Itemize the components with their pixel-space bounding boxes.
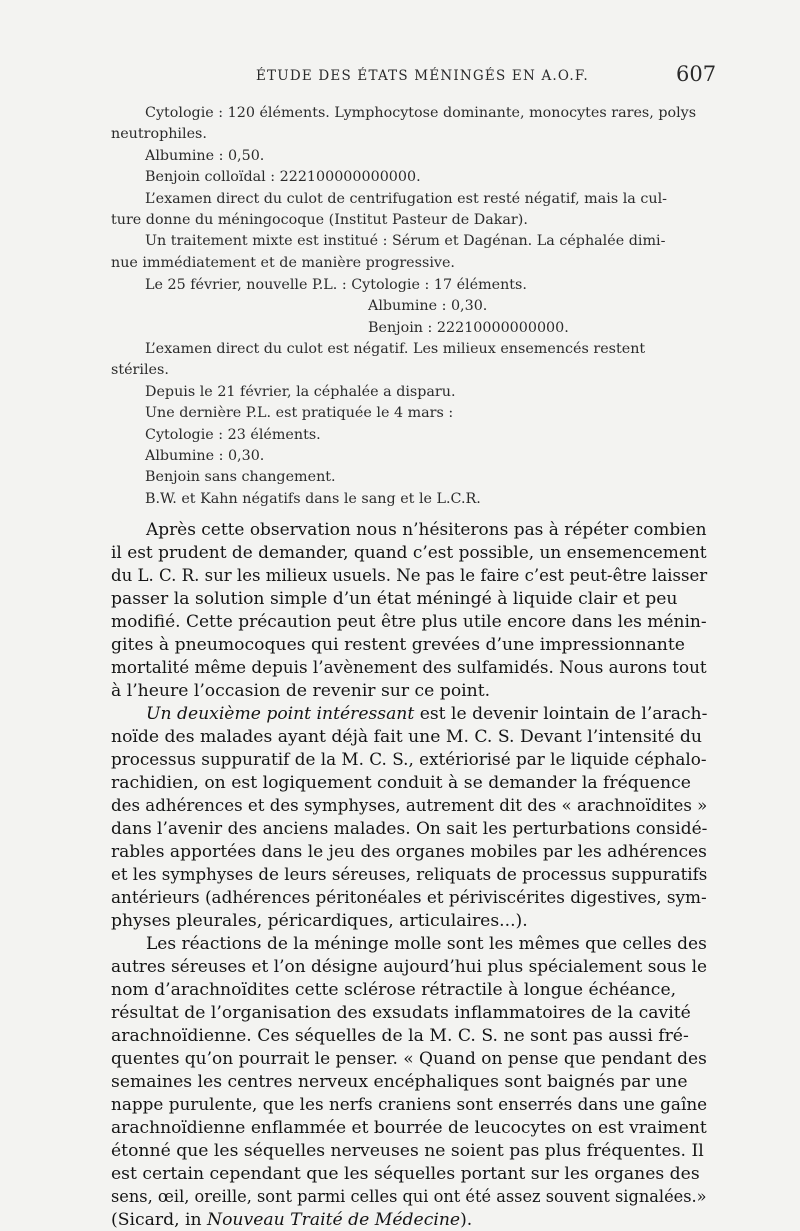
text-line: processus suppuratif de la M. C. S., extériorisé par le liquide céphalo-: [111, 750, 707, 770]
text-line: sens, œil, oreille, sont parmi celles qui ont été assez souvent signalées.»: [111, 1187, 707, 1207]
observation-line: neutrophiles.: [111, 126, 207, 142]
text-line: gites à pneumocoques qui restent grevées d’une impressionnante: [111, 635, 685, 655]
observation-line: Cytologie : 23 éléments.: [145, 427, 321, 443]
observation-line: Le 25 février, nouvelle P.L. : Cytologie : 17 éléments.: [145, 277, 527, 293]
text-line: [146, 704, 707, 725]
text-line: physes pleurales, péricardiques, articulaires...).: [111, 911, 528, 931]
text-line: du L. C. R. sur les milieux usuels. Ne pas le faire c’est peut-être laisser: [111, 566, 708, 586]
text-line: et les symphyses de leurs séreuses, reliquats de processus suppuratifs: [111, 865, 708, 885]
text-line: résultat de l’organisation des exsudats inflammatoires de la cavité: [111, 1003, 691, 1023]
text-line: mortalité même depuis l’avènement des sulfamidés. Nous aurons tout: [111, 658, 707, 678]
running-title: ÉTUDE DES ÉTATS MÉNINGÉS EN A.O.F.: [256, 68, 589, 84]
text-line: Les réactions de la méninge molle sont les mêmes que celles des: [146, 934, 707, 954]
observation-line: nue immédiatement et de manière progressive.: [111, 255, 455, 271]
text-span: ).: [460, 1210, 473, 1230]
observation-line: stériles.: [111, 362, 169, 378]
text-line: Après cette observation nous n’hésiterons pas à répéter combien: [146, 520, 707, 540]
text-line: étonné que les séquelles nerveuses ne soient pas plus fréquentes. Il: [111, 1141, 704, 1161]
text-line: est certain cependant que les séquelles portant sur les organes des: [111, 1164, 700, 1184]
observation-line: Benjoin colloïdal : 222100000000000.: [145, 169, 421, 185]
observation-line: Benjoin : 22210000000000.: [368, 320, 569, 336]
observation-line: L’examen direct du culot de centrifugation est resté négatif, mais la cul-: [145, 191, 667, 207]
text-span: (Sicard, in: [111, 1210, 208, 1230]
page-number: 607: [676, 62, 717, 86]
text-line: passer la solution simple d’un état méningé à liquide clair et peu: [111, 589, 678, 609]
observation-line: Benjoin sans changement.: [145, 469, 336, 485]
text-line: nom d’arachnoïdites cette sclérose rétractile à longue échéance,: [111, 980, 677, 1000]
text-line: rables apportées dans le jeu des organes mobiles par les adhérences: [111, 842, 707, 862]
italic-phrase: Un deuxième point intéressant: [146, 704, 415, 724]
observation-line: Une dernière P.L. est pratiquée le 4 mars :: [145, 405, 454, 421]
text-line: des adhérences et des symphyses, autrement dit des « arachnoïdites »: [111, 796, 708, 816]
text-line: il est prudent de demander, quand c’est possible, un ensemencement: [111, 543, 707, 563]
text-line: noïde des malades ayant déjà fait une M. C. S. Devant l’intensité du: [111, 727, 702, 747]
text-line: nappe purulente, que les nerfs craniens sont enserrés dans une gaîne: [111, 1095, 708, 1115]
text-line: modifié. Cette précaution peut être plus utile encore dans les ménin-: [111, 612, 707, 632]
observation-line: L’examen direct du culot est négatif. Les milieux ensemencés restent: [145, 341, 646, 357]
text-line: quentes qu’on pourrait le penser. « Quand on pense que pendant des: [111, 1049, 707, 1069]
text-line: dans l’avenir des anciens malades. On sait les perturbations considé-: [111, 819, 708, 839]
text-line: arachnoïdienne. Ces séquelles de la M. C. S. ne sont pas aussi fré-: [111, 1026, 689, 1046]
observation-line: Albumine : 0,30.: [368, 298, 488, 314]
observation-line: ture donne du méningocoque (Institut Pasteur de Dakar).: [111, 212, 528, 228]
observation-line: Un traitement mixte est institué : Sérum et Dagénan. La céphalée dimi-: [145, 233, 666, 249]
text-line: [111, 1210, 472, 1231]
text-span: est le devenir lointain de l’arach-: [414, 704, 708, 724]
observation-line: B.W. et Kahn négatifs dans le sang et le L.C.R.: [145, 491, 481, 507]
page-header: [0, 62, 800, 92]
italic-book-title: Nouveau Traité de Médecine: [207, 1210, 461, 1230]
text-line: antérieurs (adhérences péritonéales et périviscérites digestives, sym-: [111, 888, 707, 908]
observation-line: Albumine : 0,50.: [145, 148, 265, 164]
observation-line: Cytologie : 120 éléments. Lymphocytose dominante, monocytes rares, polys: [145, 105, 697, 121]
text-line: autres séreuses et l’on désigne aujourd’hui plus spécialement sous le: [111, 957, 708, 977]
text-line: arachnoïdienne enflammée et bourrée de leucocytes on est vraiment: [111, 1118, 707, 1138]
observation-line: Albumine : 0,30.: [145, 448, 265, 464]
observation-line: Depuis le 21 février, la céphalée a disparu.: [145, 384, 456, 400]
text-line: à l’heure l’occasion de revenir sur ce point.: [111, 681, 491, 701]
text-line: semaines les centres nerveux encéphaliques sont baignés par une: [111, 1072, 688, 1092]
text-line: rachidien, on est logiquement conduit à se demander la fréquence: [111, 773, 691, 793]
